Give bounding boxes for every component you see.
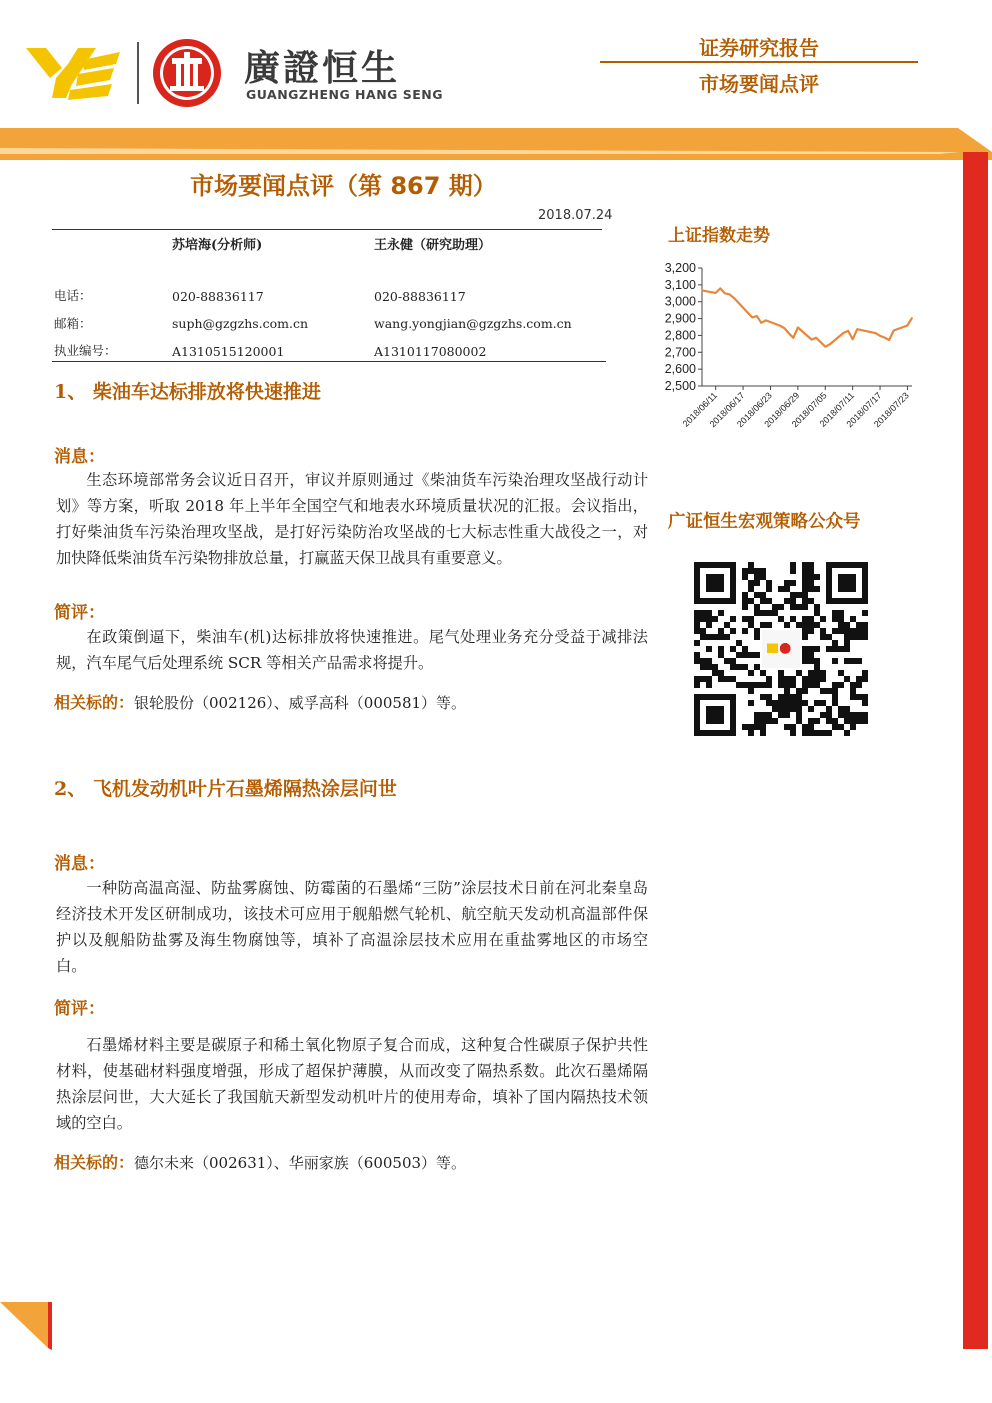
chart-point — [847, 330, 849, 332]
chart-point — [829, 344, 831, 346]
x-tick-label: 2018/07/17 — [844, 390, 884, 430]
chart-point — [733, 297, 735, 299]
analyst-email[interactable]: suph@gzgzhs.com.cn — [172, 316, 309, 331]
analyst-license: A1310117080002 — [374, 344, 487, 359]
chart-point — [893, 330, 895, 332]
comment-paragraph: 在政策倒逼下，柴油车(机)达标排放将快速推进。尾气处理业务充分受益于减排法规，汽车尾气后处理系统 SCR 等相关产品需求将提升。 — [56, 628, 648, 672]
related-stocks — [54, 690, 466, 713]
chart-point — [724, 292, 726, 294]
chart-point — [888, 339, 890, 341]
analyst-license: A1310515120001 — [172, 344, 285, 359]
chart-point — [788, 332, 790, 334]
x-tick-label: 2018/06/29 — [762, 390, 802, 430]
related-list: 德尔未来（002631）、华丽家族（600503）等。 — [134, 1154, 467, 1172]
analyst-phone: 020-88836117 — [374, 289, 466, 304]
index-line-chart — [650, 256, 930, 446]
y-tick-label: 2,800 — [664, 328, 696, 343]
section-heading: 1、 柴油车达标排放将快速推进 — [54, 381, 321, 403]
chart-point — [852, 339, 854, 341]
x-tick-label: 2018/07/23 — [871, 390, 911, 430]
report-subtype: 市场要闻点评 — [699, 72, 819, 96]
y-tick-label: 2,900 — [664, 311, 696, 326]
y-tick-label: 3,000 — [664, 294, 696, 309]
news-label: 消息： — [54, 447, 105, 467]
section-heading: 2、 飞机发动机叶片石墨烯隔热涂层问世 — [54, 778, 397, 800]
footer-triangle — [0, 1302, 52, 1350]
analyst-phone: 020-88836117 — [172, 289, 264, 304]
right-accent-bar — [963, 152, 988, 1349]
comment-paragraph: 石墨烯材料主要是碳原子和稀土氧化物原子复合而成，这种复合性碳原子保护共性材料，使基础材料强度增强，形成了超保护薄膜，从而改变了隔热系数。此次石墨烯隔热涂层问世，大大延长了我国航天新型发动机叶片的使用寿命，填补了国内隔热技术领域的空白。 — [56, 1036, 648, 1132]
y-tick-label: 2,700 — [664, 345, 696, 360]
chart-point — [861, 329, 863, 331]
related-list: 银轮股份（002126）、威孚高科（000581）等。 — [134, 694, 467, 712]
chart-point — [729, 293, 731, 295]
y-tick-label: 2,500 — [664, 379, 696, 393]
related-label: 相关标的： — [54, 693, 135, 712]
chart-series-line — [702, 288, 912, 346]
chart-point — [715, 292, 717, 294]
chart-point — [701, 290, 703, 292]
report-date: 2018.07.24 — [538, 208, 613, 223]
chart-point — [761, 322, 763, 324]
header-rule — [600, 61, 918, 63]
chart-point — [815, 337, 817, 339]
license-label: 执业编号： — [54, 343, 117, 358]
phone-label: 电话： — [54, 288, 92, 303]
chart-point — [719, 288, 721, 290]
chart-point — [811, 339, 813, 341]
chart-title: 上证指数走势 — [668, 226, 770, 246]
news-paragraph: 一种防高温高湿、防盐雾腐蚀、防霉菌的石墨烯“三防”涂层技术日前在河北秦皇岛经济技术开发区研制成功，该技术可应用于舰船燃气轮机、航空航天发动机高温部件保护以及舰船防盐雾及海生物腐蚀等，填补了高温涂层技术应用在重盐雾地区的市场空白。 — [56, 879, 648, 975]
chart-point — [797, 327, 799, 329]
comment-label: 简评： — [54, 603, 105, 623]
chart-point — [843, 332, 845, 334]
y-tick-label: 2,600 — [664, 362, 696, 377]
y-tick-label: 3,100 — [664, 277, 696, 292]
qr-code-icon[interactable] — [694, 561, 868, 737]
analyst-table-top-rule — [52, 229, 602, 230]
chart-point — [875, 332, 877, 334]
qr-title: 广证恒生宏观策略公众号 — [668, 512, 861, 532]
news-label: 消息： — [54, 854, 105, 874]
chart-point — [783, 327, 785, 329]
chart-point — [824, 346, 826, 348]
chart-point — [856, 328, 858, 330]
analyst-email[interactable]: wang.yongjian@gzgzhs.com.cn — [374, 316, 572, 331]
x-tick-label: 2018/07/11 — [817, 390, 857, 429]
related-stocks — [54, 1150, 466, 1173]
brand-name-cn: 廣證恒生 — [244, 48, 401, 89]
logo-divider — [137, 42, 139, 104]
x-tick-label: 2018/06/23 — [734, 390, 774, 430]
seal-logo-icon — [152, 38, 222, 108]
news-paragraph: 生态环境部常务会议近日召开，审议并原则通过《柴油货车污染治理攻坚战行动计划》等方案，听取 2018 年上半年全国空气和地表水环境质量状况的汇报。会议指出，打好柴油货车污染治理攻坚战，是打好污染防治攻坚战的七大标志性重大战役之一，对加快降低柴油货车污染物排放总量，打赢蓝天保卫战具有重要意义。 — [56, 471, 648, 567]
comment-label: 简评： — [54, 999, 105, 1019]
x-tick-label: 2018/07/05 — [789, 390, 829, 430]
chart-point — [820, 341, 822, 343]
chart-point — [911, 317, 913, 319]
chart-point — [884, 337, 886, 339]
brand-name-en: GUANGZHENG HANG SENG — [246, 87, 444, 102]
header-band — [0, 128, 992, 160]
y-tick-label: 3,200 — [664, 261, 696, 275]
analyst-name: 王永健（研究助理） — [374, 238, 492, 253]
x-tick-label: 2018/06/17 — [707, 390, 747, 430]
chart-point — [756, 315, 758, 317]
chart-point — [779, 325, 781, 327]
page-title: 市场要闻点评（第 867 期） — [190, 172, 497, 200]
email-label: 邮箱： — [54, 316, 92, 331]
x-tick-label: 2018/06/11 — [680, 390, 720, 429]
chart-point — [907, 325, 909, 327]
chart-point — [879, 335, 881, 337]
chart-point — [765, 320, 767, 322]
analyst-table-bottom-rule — [52, 361, 606, 362]
chart-point — [793, 337, 795, 339]
company-logo-icon — [26, 44, 122, 100]
chart-point — [751, 317, 753, 319]
report-type: 证券研究报告 — [699, 36, 819, 60]
analyst-name: 苏培海(分析师) — [172, 238, 263, 253]
related-label: 相关标的： — [54, 1153, 135, 1172]
